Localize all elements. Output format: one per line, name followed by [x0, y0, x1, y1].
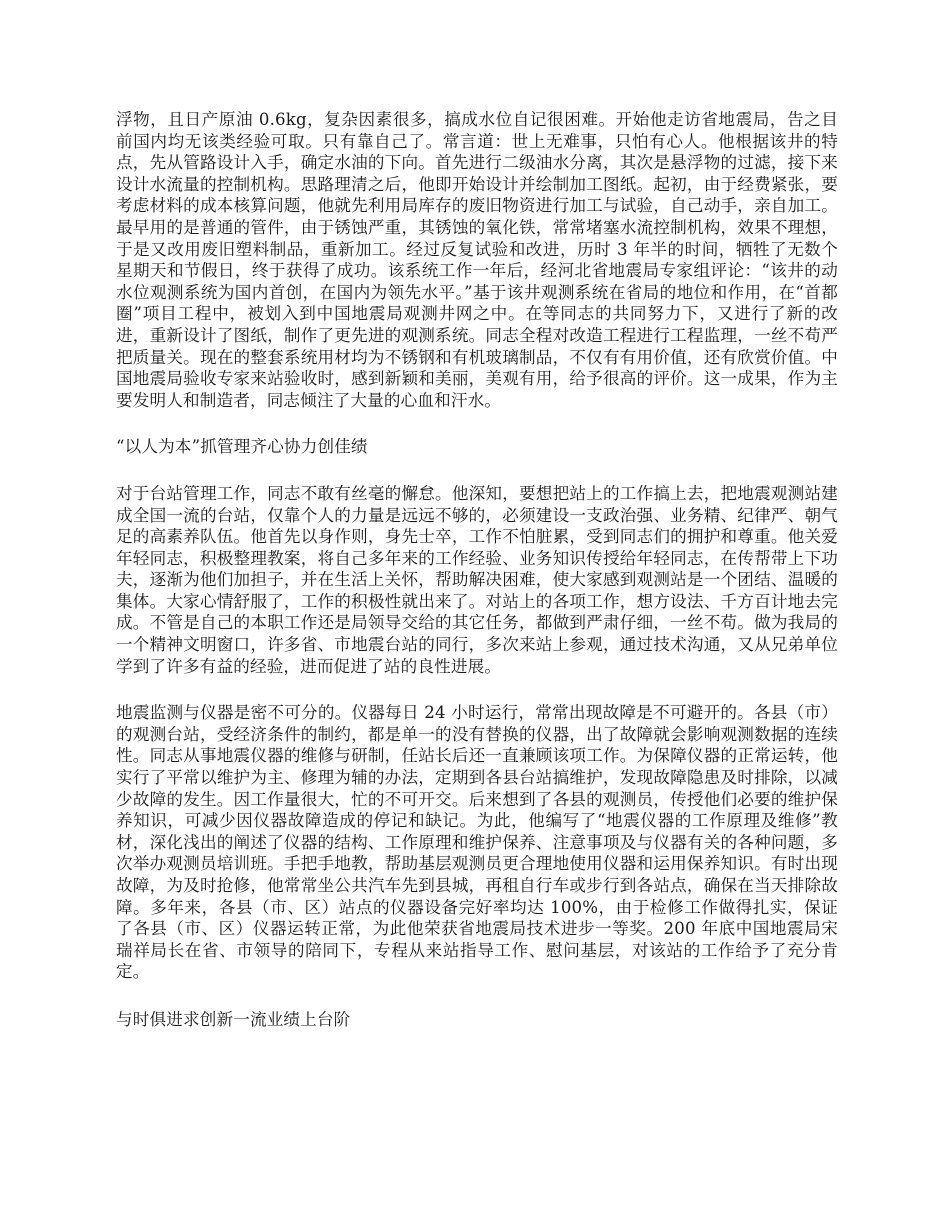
paragraph-instrument-maintenance: 地震监测与仪器是密不可分的。仪器每日 24 小时运行，常常出现故障是不可避开的。各县（市）的观测台站，受经济条件的制约，都是单一的没有替换的仪器，出了故障就会影响观测数据的连续性。同志从事地震仪器的维修与研制，任站长后还一直兼顾该项工作。为保障仪器的正常运转，他实行了平常以维护为主、修理为辅的办法，定期到各县台站搞维护，发现故障隐患及时排除，以减少故障的发生。因工作量很大，忙的不可开交。后来想到了各县的观测员，传授他们必要的维护保养知识，可减少因仪器故障造成的停记和缺记。为此，他编写了“地震仪器的工作原理及维修”教材，深化浅出的阐述了仪器的结构、工作原理和维护保养、注意事项及与仪器有关的各种问题，多次举办观测员培训班。手把手地教，帮助基层观测员更合理地使用仪器和运用保养知识。有时出现故障，为及时抢修，他常常坐公共汽车先到县城，再租自行车或步行到各站点，确保在当天排除故障。多年来，各县（市、区）站点的仪器设备完好率均达 100%，由于检修工作做得扎实，保证了各县（市、区）仪器运转正常，为此他荣获省地震局技术进步一等奖。200 年底中国地震局宋瑞祥局长在省、市领导的陪同下，专程从来站指导工作、慰问基层，对该站的工作给予了充分肯定。 [116, 703, 838, 982]
paragraph-station-management: 对于台站管理工作，同志不敢有丝毫的懈怠。他深知，要想把站上的工作搞上去，把地震观测站建成全国一流的台站，仅靠个人的力量是远远不够的，必须建设一支政治强、业务精、纪律严、朝气足的高素养队伍。他首先以身作则，身先士卒，工作不怕脏累，受到同志们的拥护和尊重。他关爱年轻同志，积极整理教案，将自己多年来的工作经验、业务知识传授给年轻同志，在传帮带上下功夫，逐渐为他们加担子，并在生活上关怀，帮助解决困难，使大家感到观测站是一个团结、温暖的集体。大家心情舒服了，工作的积极性就出来了。对站上的各项工作，想方设法、千方百计地去完成。不管是自己的本职工作还是局领导交给的其它任务，都做到严肃仔细，一丝不苟。做为我局的一个精神文明窗口，许多省、市地震台站的同行，多次来站上参观，通过技术沟通，又从兄弟单位学到了许多有益的经验，进而促进了站的良性进展。 [116, 483, 838, 676]
section-heading-management: “以人为本”抓管理齐心协力创佳绩 [116, 437, 368, 457]
section-heading-innovation: 与时俱进求创新一流业绩上台阶 [116, 1009, 351, 1029]
paragraph-water-level-system: 浮物，且日产原油 0.6kg，复杂因素很多，搞成水位自记很困难。开始他走访省地震局，告之目前国内均无该类经验可取。只有靠自己了。常言道：世上无难事，只怕有心人。他根据该井的特点，先从管路设计入手，确定水油的下向。首先进行二级油水分离，其次是悬浮物的过滤，接下来设计水流量的控制机构。思路理清之后，他即开始设计并绘制加工图纸。起初，由于经费紧张，要考虑材料的成本核算问题，他就先利用局库存的废旧物资进行加工与试验，自己动手，亲自加工。最早用的是普通的管件，由于锈蚀严重，其锈蚀的氧化铁，常常堵塞水流控制机构，效果不理想，于是又改用废旧塑料制品，重新加工。经过反复试验和改进，历时 3 年半的时间，牺牲了无数个星期天和节假日，终于获得了成功。该系统工作一年后，经河北省地震局专家组评论：“该井的动水位观测系统为国内首创，在国内为领先水平。”基于该井观测系统在省局的地位和作用，在“首都圈”项目工程中，被划入到中国地震局观测井网之中。在等同志的共同努力下，又进行了新的改进，重新设计了图纸，制作了更先进的观测系统。同志全程对改造工程进行工程监理，一丝不苟严把质量关。现在的整套系统用材均为不锈钢和有机玻璃制品，不仅有有用价值，还有欣赏价值。中国地震局验收专家来站验收时，感到新颖和美丽，美观有用，给予很高的评价。这一成果，作为主要发明人和制造者，同志倾注了大量的心血和汗水。 [116, 110, 838, 410]
document-page [116, 109, 838, 1031]
